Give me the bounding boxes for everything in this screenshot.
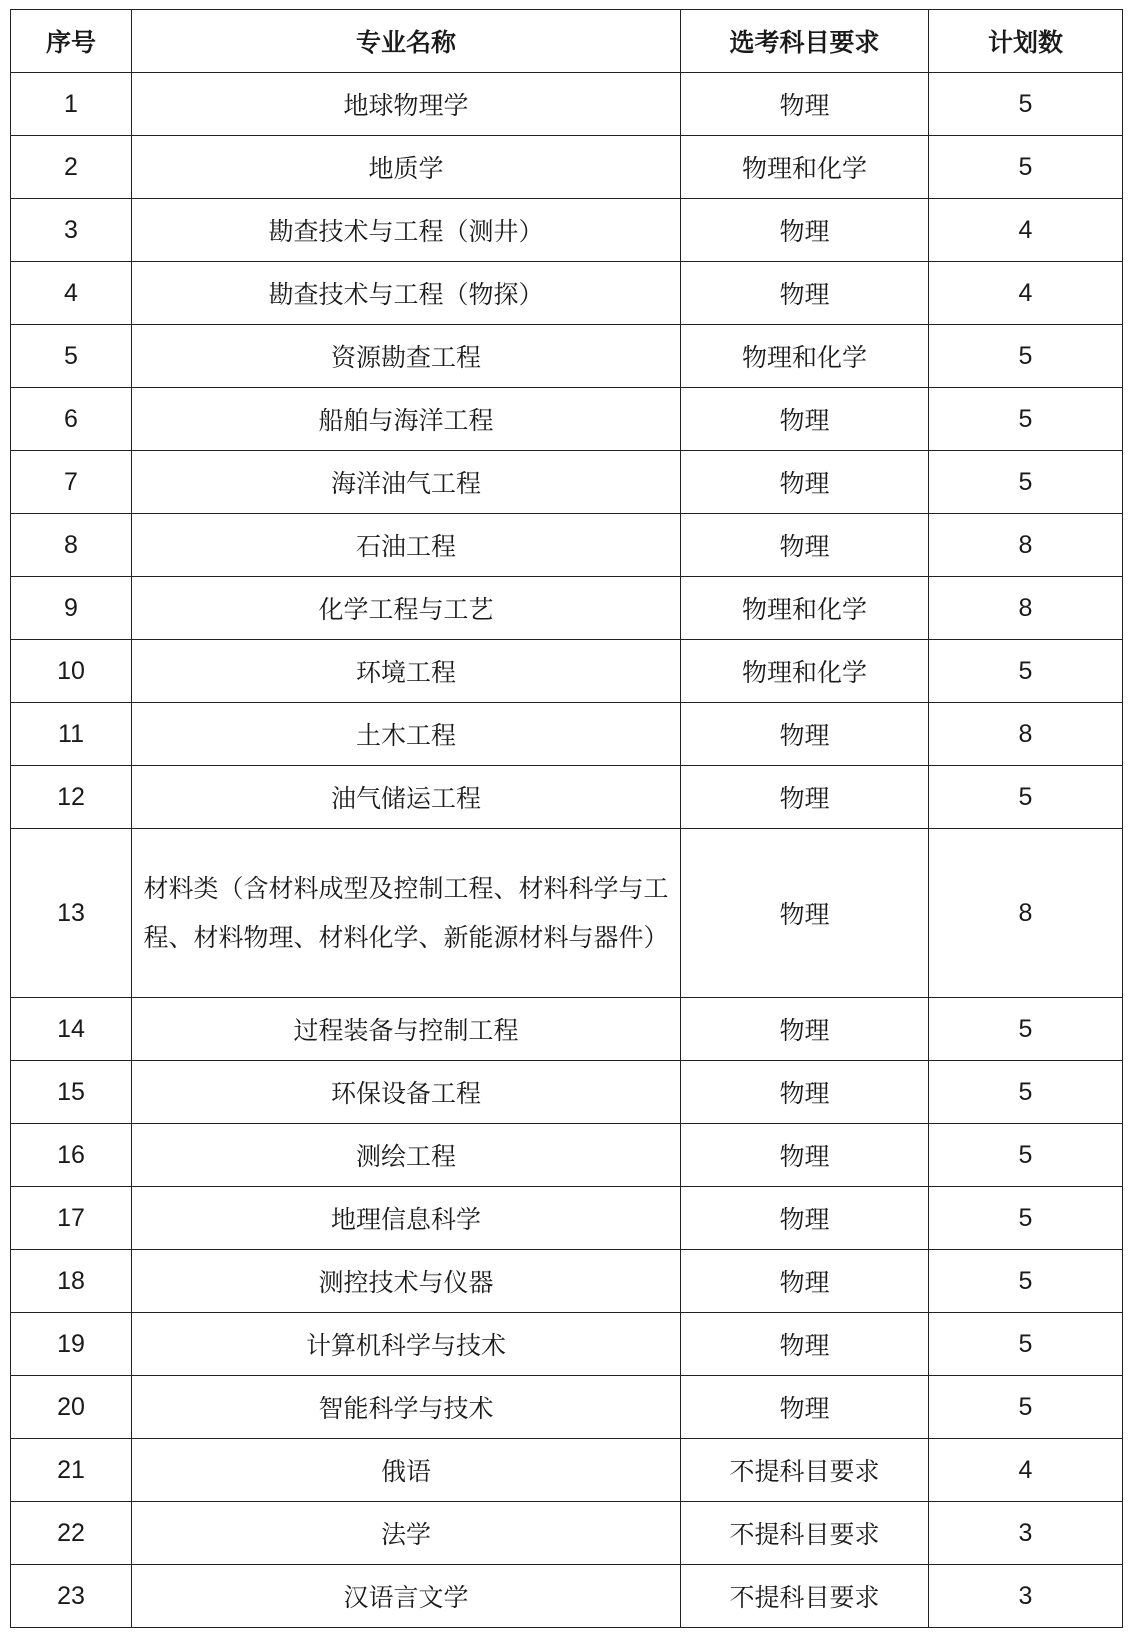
- row-plan-count: 5: [929, 388, 1123, 451]
- table-row: [11, 1439, 1123, 1502]
- row-no: 9: [11, 577, 132, 640]
- row-plan-count: 8: [929, 577, 1123, 640]
- row-plan-count: 5: [929, 766, 1123, 829]
- row-subject-requirement: 物理: [681, 514, 929, 577]
- table-row: [11, 262, 1123, 325]
- row-subject-requirement: 物理: [681, 998, 929, 1061]
- row-major-name: 土木工程: [132, 703, 681, 766]
- row-no: 2: [11, 136, 132, 199]
- table-body: [11, 73, 1123, 1628]
- header-no: 序号: [11, 10, 132, 73]
- table-row: [11, 136, 1123, 199]
- row-no: 8: [11, 514, 132, 577]
- row-major-name: 地理信息科学: [132, 1187, 681, 1250]
- row-subject-requirement: 物理: [681, 1061, 929, 1124]
- row-no: 7: [11, 451, 132, 514]
- row-no: 22: [11, 1502, 132, 1565]
- table-row: [11, 640, 1123, 703]
- row-subject-requirement: 物理: [681, 262, 929, 325]
- row-major-name: 俄语: [132, 1439, 681, 1502]
- row-major-name: 勘查技术与工程（物探）: [132, 262, 681, 325]
- row-subject-requirement: 不提科目要求: [681, 1439, 929, 1502]
- row-plan-count: 3: [929, 1565, 1123, 1628]
- row-plan-count: 8: [929, 514, 1123, 577]
- row-subject-requirement: 物理: [681, 451, 929, 514]
- row-plan-count: 8: [929, 703, 1123, 766]
- row-plan-count: 8: [929, 829, 1123, 998]
- table-row: [11, 1376, 1123, 1439]
- row-plan-count: 3: [929, 1502, 1123, 1565]
- row-no: 6: [11, 388, 132, 451]
- row-major-name: 过程装备与控制工程: [132, 998, 681, 1061]
- row-subject-requirement: 不提科目要求: [681, 1502, 929, 1565]
- row-plan-count: 5: [929, 1313, 1123, 1376]
- row-plan-count: 5: [929, 1376, 1123, 1439]
- row-plan-count: 5: [929, 136, 1123, 199]
- row-major-name: 智能科学与技术: [132, 1376, 681, 1439]
- row-no: 4: [11, 262, 132, 325]
- row-subject-requirement: 物理: [681, 1313, 929, 1376]
- row-major-name: 环境工程: [132, 640, 681, 703]
- table-row: [11, 1187, 1123, 1250]
- row-no: 5: [11, 325, 132, 388]
- row-subject-requirement: 物理: [681, 1124, 929, 1187]
- table-row: [11, 1061, 1123, 1124]
- row-plan-count: 5: [929, 1061, 1123, 1124]
- row-subject-requirement: 物理: [681, 73, 929, 136]
- table-row: [11, 1124, 1123, 1187]
- table-header-row: [11, 10, 1123, 73]
- row-plan-count: 5: [929, 998, 1123, 1061]
- row-subject-requirement: 物理和化学: [681, 136, 929, 199]
- table-row: [11, 73, 1123, 136]
- row-major-name: 地质学: [132, 136, 681, 199]
- row-no: 16: [11, 1124, 132, 1187]
- row-major-name: 化学工程与工艺: [132, 577, 681, 640]
- major-plan-table: [10, 9, 1123, 1628]
- row-no: 18: [11, 1250, 132, 1313]
- row-subject-requirement: 不提科目要求: [681, 1565, 929, 1628]
- table-row: [11, 766, 1123, 829]
- row-no: 13: [11, 829, 132, 998]
- row-major-name: 汉语言文学: [132, 1565, 681, 1628]
- header-major-name: 专业名称: [132, 10, 681, 73]
- row-plan-count: 5: [929, 1250, 1123, 1313]
- row-no: 15: [11, 1061, 132, 1124]
- row-major-name: 船舶与海洋工程: [132, 388, 681, 451]
- row-subject-requirement: 物理: [681, 1376, 929, 1439]
- row-subject-requirement: 物理: [681, 1250, 929, 1313]
- row-major-name: 计算机科学与技术: [132, 1313, 681, 1376]
- row-plan-count: 4: [929, 199, 1123, 262]
- row-no: 3: [11, 199, 132, 262]
- table-row: [11, 451, 1123, 514]
- row-major-name: 材料类（含材料成型及控制工程、材料科学与工程、材料物理、材料化学、新能源材料与器件）: [132, 829, 681, 998]
- table-row: [11, 514, 1123, 577]
- row-no: 11: [11, 703, 132, 766]
- table-row: [11, 577, 1123, 640]
- row-major-name: 地球物理学: [132, 73, 681, 136]
- row-plan-count: 5: [929, 1187, 1123, 1250]
- row-major-name: 环保设备工程: [132, 1061, 681, 1124]
- row-major-name: 海洋油气工程: [132, 451, 681, 514]
- row-no: 14: [11, 998, 132, 1061]
- row-no: 17: [11, 1187, 132, 1250]
- row-plan-count: 4: [929, 262, 1123, 325]
- row-major-name: 测控技术与仪器: [132, 1250, 681, 1313]
- table-row: [11, 388, 1123, 451]
- table-row: [11, 1250, 1123, 1313]
- row-plan-count: 5: [929, 73, 1123, 136]
- header-subject-requirement: 选考科目要求: [681, 10, 929, 73]
- row-plan-count: 5: [929, 325, 1123, 388]
- table-row: [11, 1565, 1123, 1628]
- row-subject-requirement: 物理: [681, 1187, 929, 1250]
- table-row: [11, 199, 1123, 262]
- table-row: [11, 325, 1123, 388]
- row-subject-requirement: 物理和化学: [681, 640, 929, 703]
- row-subject-requirement: 物理和化学: [681, 577, 929, 640]
- row-major-name: 油气储运工程: [132, 766, 681, 829]
- row-major-name: 勘查技术与工程（测井）: [132, 199, 681, 262]
- row-major-name: 资源勘查工程: [132, 325, 681, 388]
- table-row: [11, 1313, 1123, 1376]
- row-subject-requirement: 物理: [681, 703, 929, 766]
- row-no: 10: [11, 640, 132, 703]
- table-row: [11, 703, 1123, 766]
- row-plan-count: 5: [929, 640, 1123, 703]
- row-no: 19: [11, 1313, 132, 1376]
- table-row: [11, 1502, 1123, 1565]
- row-major-name: 法学: [132, 1502, 681, 1565]
- row-no: 1: [11, 73, 132, 136]
- row-subject-requirement: 物理和化学: [681, 325, 929, 388]
- row-major-name: 测绘工程: [132, 1124, 681, 1187]
- row-no: 23: [11, 1565, 132, 1628]
- row-subject-requirement: 物理: [681, 199, 929, 262]
- row-no: 12: [11, 766, 132, 829]
- row-no: 21: [11, 1439, 132, 1502]
- row-plan-count: 5: [929, 1124, 1123, 1187]
- row-plan-count: 4: [929, 1439, 1123, 1502]
- row-subject-requirement: 物理: [681, 766, 929, 829]
- row-subject-requirement: 物理: [681, 388, 929, 451]
- row-major-name: 石油工程: [132, 514, 681, 577]
- row-subject-requirement: 物理: [681, 829, 929, 998]
- table-row: [11, 829, 1123, 998]
- row-no: 20: [11, 1376, 132, 1439]
- row-plan-count: 5: [929, 451, 1123, 514]
- table-row: [11, 998, 1123, 1061]
- header-plan-count: 计划数: [929, 10, 1123, 73]
